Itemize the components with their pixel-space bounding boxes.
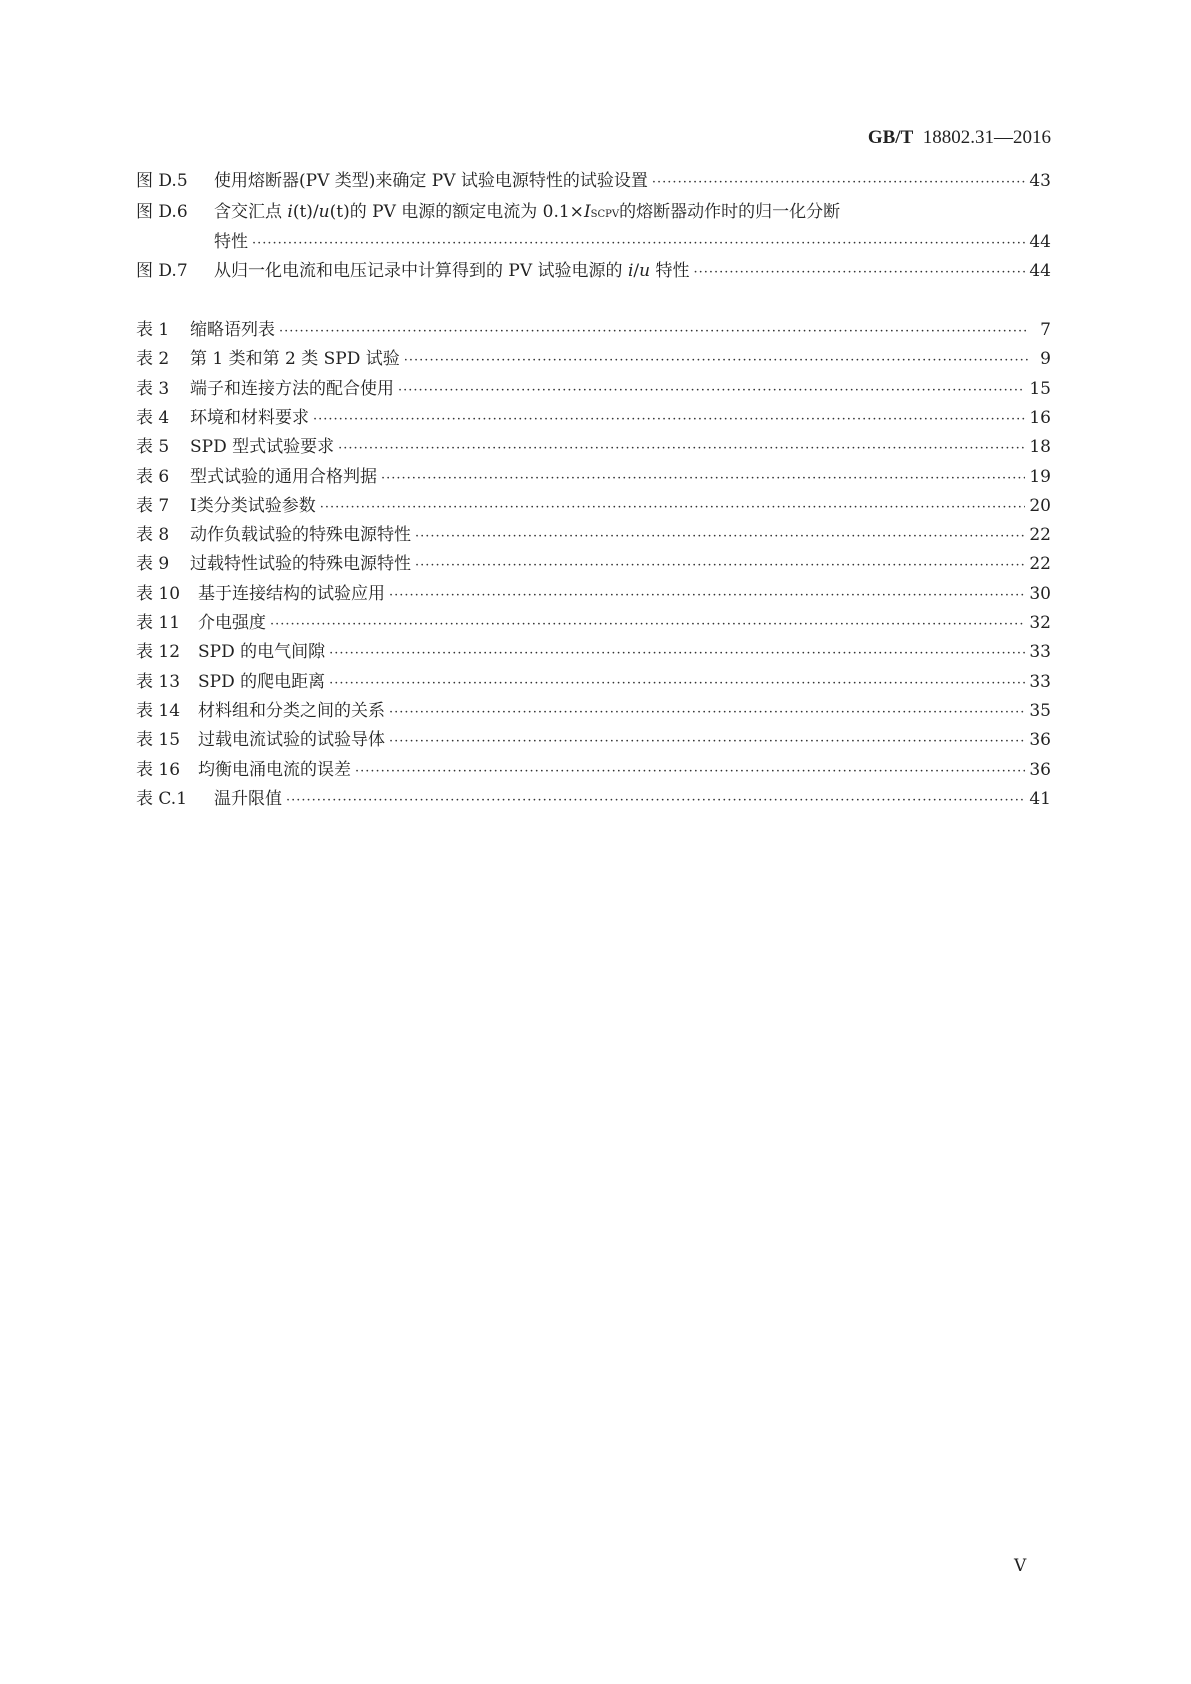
toc-table-entry[interactable] <box>136 524 1051 548</box>
toc-page-number: 43 <box>1029 171 1051 191</box>
toc-title: 材料组和分类之间的关系 <box>198 700 385 721</box>
toc-label: 表 1 <box>136 320 170 340</box>
toc-table-entry[interactable] <box>136 583 1051 607</box>
toc-figure-entry-continuation[interactable] <box>136 231 1051 255</box>
leader-dots <box>389 731 1025 753</box>
toc-label: 图 D.5 <box>136 171 188 191</box>
toc-page-number: 18 <box>1029 437 1051 458</box>
toc-label: 表 9 <box>136 554 170 575</box>
toc-label: 表 14 <box>136 700 181 721</box>
toc-page-number: 9 <box>1040 349 1051 370</box>
toc-page-number: 22 <box>1029 525 1051 546</box>
leader-dots <box>313 409 1025 431</box>
toc-title: 含交汇点 i(t)/u(t)的 PV 电源的额定电流为 0.1×ISCPV的熔断器动作时的归一化分断 <box>214 202 841 222</box>
toc-page-number: 41 <box>1029 788 1051 809</box>
toc-page-number: 33 <box>1029 671 1051 692</box>
leader-dots <box>398 380 1025 402</box>
toc-title: 均衡电涌电流的误差 <box>198 759 351 780</box>
toc-figure-entry[interactable] <box>136 260 1051 284</box>
toc-title: SPD 型式试验要求 <box>190 437 335 458</box>
toc-page-number: 44 <box>1029 261 1051 281</box>
toc-page-number: 15 <box>1029 378 1051 399</box>
toc-table-entry[interactable] <box>136 641 1051 665</box>
toc-figure-entry[interactable] <box>136 170 1051 194</box>
toc-page-number: 30 <box>1029 583 1051 604</box>
toc-figure-entry[interactable] <box>136 201 1051 226</box>
toc-label: 表 5 <box>136 437 170 458</box>
toc-title: 介电强度 <box>198 613 266 633</box>
toc-label: 表 2 <box>136 349 170 370</box>
leader-dots <box>389 585 1025 607</box>
toc-title: 端子和连接方法的配合使用 <box>190 378 394 399</box>
toc-title: Ⅰ类分类试验参数 <box>190 495 316 516</box>
standard-number: 18802.31—2016 <box>922 127 1051 148</box>
page-folio: V <box>1014 1556 1027 1576</box>
toc-title: 动作负载试验的特殊电源特性 <box>190 525 411 546</box>
toc-table-entry[interactable] <box>136 348 1051 372</box>
toc-table-entry[interactable] <box>136 407 1051 431</box>
leader-dots <box>338 438 1025 460</box>
toc-page-number: 7 <box>1040 320 1051 340</box>
toc-label: 表 7 <box>136 495 170 516</box>
toc-page-number: 35 <box>1029 700 1051 721</box>
toc-label: 表 16 <box>136 759 181 780</box>
toc-table-entry[interactable] <box>136 612 1051 636</box>
toc-label: 表 12 <box>136 642 181 663</box>
leader-dots <box>286 790 1025 812</box>
leader-dots <box>415 526 1025 548</box>
leader-dots <box>389 702 1025 724</box>
toc-table-entry[interactable] <box>136 553 1051 577</box>
toc-table-entry[interactable] <box>136 378 1051 402</box>
leader-dots <box>279 321 1029 343</box>
toc-title: SPD 的爬电距离 <box>198 671 326 692</box>
leader-dots <box>404 350 1029 372</box>
toc-label: 表 13 <box>136 671 181 692</box>
toc-table-entry[interactable] <box>136 729 1051 753</box>
leader-dots <box>329 673 1025 695</box>
toc-label: 表 11 <box>136 613 181 633</box>
standard-code <box>800 127 1051 149</box>
toc-page-number: 22 <box>1029 554 1051 575</box>
toc-table-entry[interactable] <box>136 319 1051 343</box>
toc-table-entry[interactable] <box>136 759 1051 783</box>
toc-title: 温升限值 <box>214 788 282 809</box>
toc-page-number: 19 <box>1029 466 1051 487</box>
leader-dots <box>652 172 1025 194</box>
toc-title: 环境和材料要求 <box>190 407 309 428</box>
toc-label: 表 3 <box>136 378 170 399</box>
toc-title: 过载电流试验的试验导体 <box>198 730 385 751</box>
toc-page-number: 32 <box>1029 613 1051 633</box>
toc-table-entry[interactable] <box>136 466 1051 490</box>
toc-page-number: 16 <box>1029 407 1051 428</box>
toc-title: 第 1 类和第 2 类 SPD 试验 <box>190 349 400 370</box>
toc-table-entry[interactable] <box>136 495 1051 519</box>
toc-page-number: 36 <box>1029 730 1051 751</box>
toc-page-number: 33 <box>1029 642 1051 663</box>
leader-dots <box>415 555 1025 577</box>
toc-label: 表 10 <box>136 583 181 604</box>
leader-dots <box>320 497 1026 519</box>
toc-title: SPD 的电气间隙 <box>198 642 326 663</box>
leader-dots <box>355 761 1025 783</box>
toc-page-number: 20 <box>1029 495 1051 516</box>
toc-label: 表 6 <box>136 466 170 487</box>
toc-title: 型式试验的通用合格判据 <box>190 466 377 487</box>
toc-table-entry[interactable] <box>136 436 1051 460</box>
toc-label: 图 D.6 <box>136 202 188 222</box>
toc-label: 表 15 <box>136 730 181 751</box>
toc-label: 表 C.1 <box>136 788 188 809</box>
toc-title: 缩略语列表 <box>190 320 275 340</box>
toc-label: 图 D.7 <box>136 261 188 281</box>
toc-page-number: 36 <box>1029 759 1051 780</box>
toc-title: 使用熔断器(PV 类型)来确定 PV 试验电源特性的试验设置 <box>214 171 648 191</box>
leader-dots <box>693 262 1025 284</box>
leader-dots <box>381 468 1025 490</box>
leader-dots <box>270 614 1025 636</box>
toc-table-entry[interactable] <box>136 671 1051 695</box>
toc-page-number: 44 <box>1029 232 1051 252</box>
toc-table-entry[interactable] <box>136 700 1051 724</box>
toc-label: 表 4 <box>136 407 170 428</box>
leader-dots <box>252 233 1025 255</box>
toc-title: 基于连接结构的试验应用 <box>198 583 385 604</box>
toc-title: 从归一化电流和电压记录中计算得到的 PV 试验电源的 i/u 特性 <box>214 261 690 281</box>
toc-table-entry[interactable] <box>136 788 1051 812</box>
standard-prefix: GB/T <box>867 127 914 148</box>
leader-dots <box>329 643 1025 665</box>
toc-label: 表 8 <box>136 525 170 546</box>
toc-title-continuation: 特性 <box>214 232 248 252</box>
toc-title: 过载特性试验的特殊电源特性 <box>190 554 411 575</box>
